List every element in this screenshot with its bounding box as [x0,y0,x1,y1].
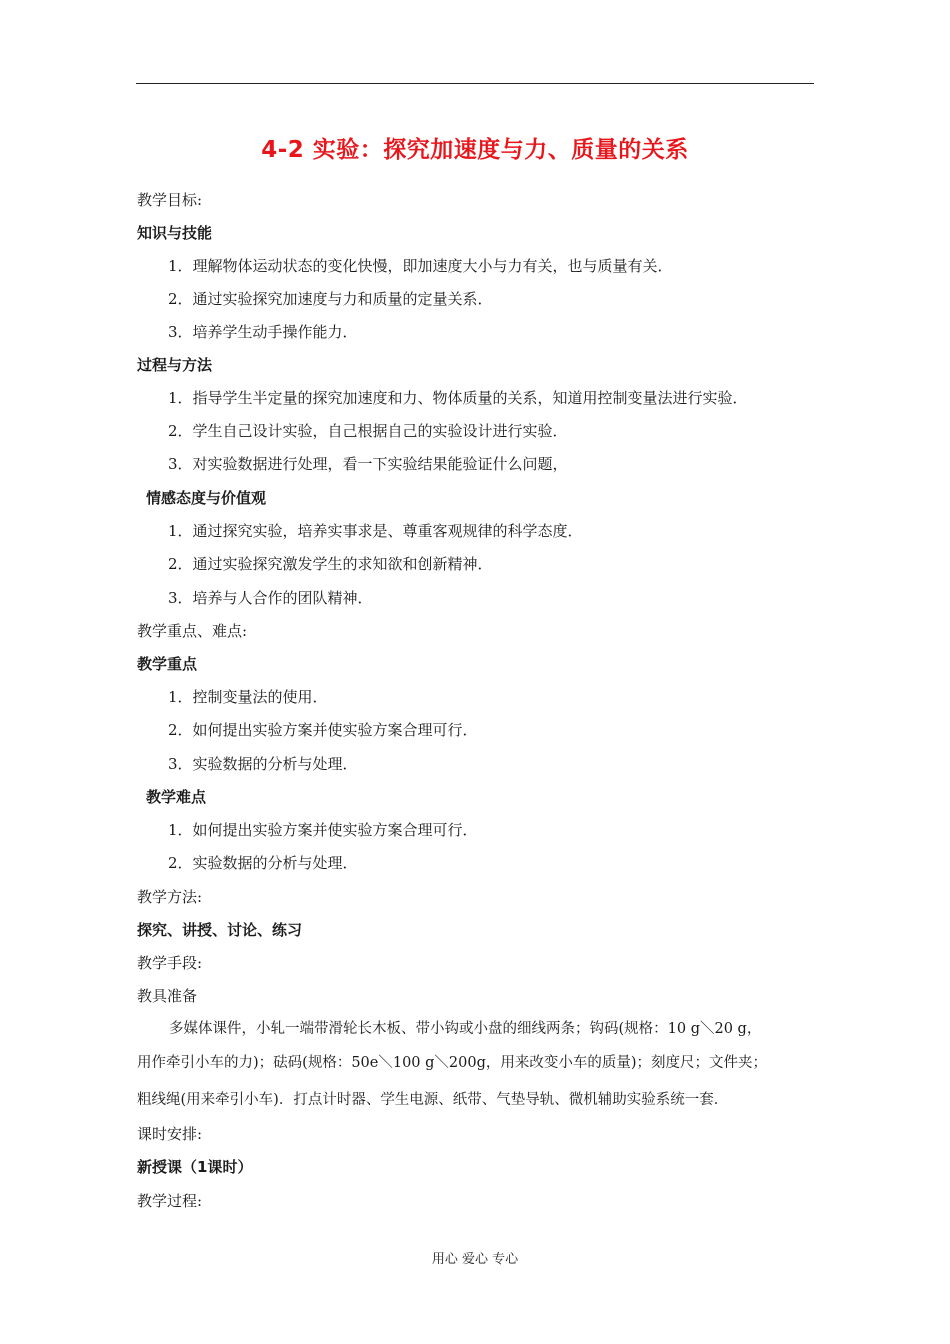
knowledge-item-3: 3．培养学生动手操作能力． [168,323,358,341]
tools-label: 教具准备 [137,987,198,1005]
document-title: 4-2 实验：探究加速度与力、质量的关系 [261,137,689,163]
objectives-label: 教学目标: [137,191,203,209]
method-label: 教学方法: [137,888,203,906]
emotion-item-3: 3．培养与人合作的团队精神． [168,589,373,607]
header-rule [136,83,814,84]
tools-line-3: 粗线绳(用来牵引小车)．打点计时器、学生电源、纸带、气垫导轨、微机辅助实验系统一套． [137,1092,729,1108]
emotion-item-1: 1．通过探究实验，培养实事求是、尊重客观规律的科学态度． [168,522,583,540]
schedule-label: 课时安排: [137,1125,203,1143]
key-heading: 教学重点 [137,655,198,673]
means-label: 教学手段: [137,954,203,972]
key-difficult-label: 教学重点、难点: [137,622,248,640]
key-item-1: 1．控制变量法的使用． [168,688,328,706]
tools-line-2: 用作牵引小车的力)；砝码(规格：50e＼100 g＼200g，用来改变小车的质量)；刻度尺；文件夹； [137,1055,768,1071]
tools-line-1: 多媒体课件，小轧一端带滑轮长木板、带小钩或小盘的细线两条；钩码(规格：10 g＼20 g， [169,1021,762,1037]
difficult-item-2: 2．实验数据的分析与处理． [168,854,358,872]
page-footer: 用心 爱心 专心 [431,1252,519,1267]
process-heading: 过程与方法 [137,356,213,374]
process-label: 教学过程: [137,1192,203,1210]
knowledge-item-2: 2．通过实验探究加速度与力和质量的定量关系． [168,290,493,308]
knowledge-heading: 知识与技能 [137,224,213,242]
process-item-2: 2．学生自己设计实验，自己根据自己的实验设计进行实验． [168,422,568,440]
process-item-3: 3．对实验数据进行处理，看一下实验结果能验证什么问题， [168,455,568,473]
difficult-heading: 教学难点 [146,788,207,806]
difficult-item-1: 1．如何提出实验方案并使实验方案合理可行． [168,821,478,839]
emotion-item-2: 2．通过实验探究激发学生的求知欲和创新精神． [168,555,493,573]
knowledge-item-1: 1．理解物体运动状态的变化快慢，即加速度大小与力有关，也与质量有关． [168,257,673,275]
key-item-3: 3．实验数据的分析与处理． [168,755,358,773]
schedule-value: 新授课（1课时） [137,1158,253,1176]
process-item-1: 1．指导学生半定量的探究加速度和力、物体质量的关系，知道用控制变量法进行实验． [168,389,748,407]
key-item-2: 2．如何提出实验方案并使实验方案合理可行． [168,721,478,739]
method-value: 探究、讲授、讨论、练习 [137,921,303,939]
emotion-heading: 情感态度与价值观 [146,489,267,507]
